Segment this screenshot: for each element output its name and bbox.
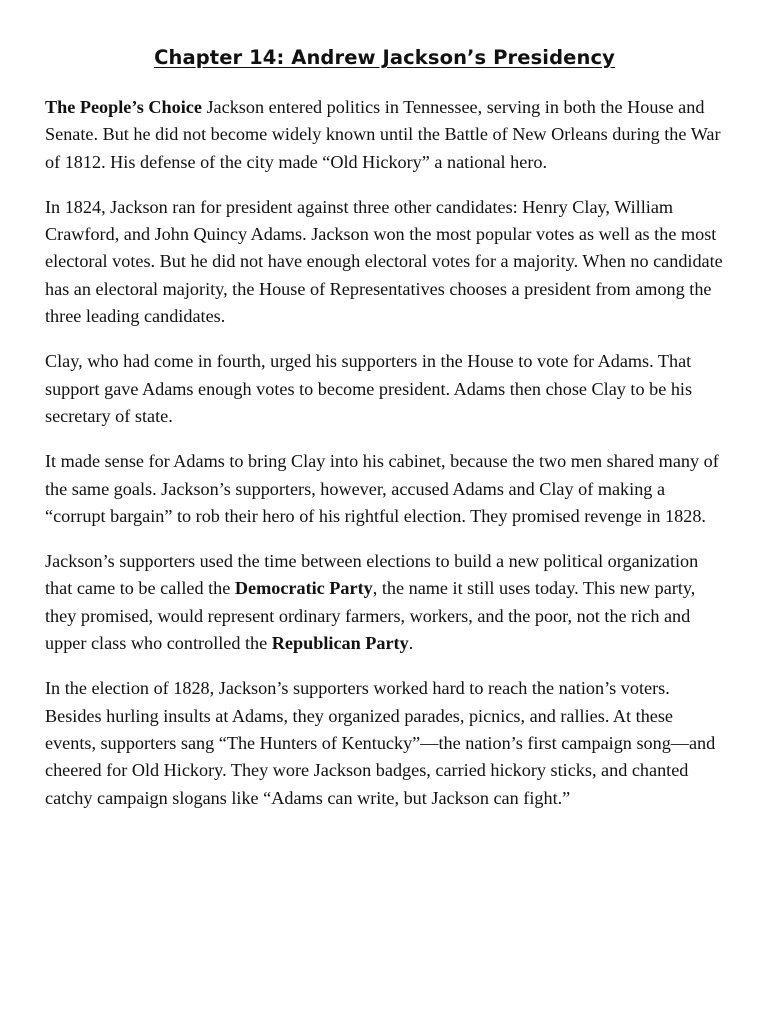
paragraph-election-1828: In the election of 1828, Jackson’s supporters worked hard to reach the nation’s voters. Besides hurling insults at Adams, they organized parades, picnics, and rallies. At these events, supporters sang “The Hunters of Kentucky”—the nation’s first campaign song—and cheered for Old Hickory. They wore Jackson badges, carried hickory sticks, and chanted catchy campaign slogans like “Adams can write, but Jackson can fight.” — [45, 678, 716, 808]
paragraph-corrupt-bargain: It made sense for Adams to bring Clay into his cabinet, because the two men shared many of the same goals. Jackson’s supporters, however, accused Adams and Clay of making a “corrupt bargain” to rob their hero of his rightful election. They promised revenge in 1828. — [45, 451, 719, 526]
term-republican-party: Republican Party — [271, 633, 409, 654]
chapter-title: Chapter 14: Andrew Jackson’s Presidency — [154, 46, 615, 69]
paragraph-text: Jackson entered politics in Tennessee, serving in both the House and Senate. But he did not become widely known until the Battle of New Orleans during the War of 1812. His defense of the city made “Old Hickory” a national hero. — [45, 97, 721, 172]
paragraph-text: Jackson’s supporters used the time between elections to build a new political organization that came to be called the — [45, 551, 699, 599]
paragraph-election-1824: In 1824, Jackson ran for president against three other candidates: Henry Clay, William Crawford, and John Quincy Adams. Jackson won the most popular votes as well as the most electoral votes. But he did not have enough electoral votes for a majority. When no candidate has an electoral majority, the House of Representatives chooses a president from among the three leading candidates. — [45, 196, 723, 327]
paragraph-text: . — [408, 633, 414, 654]
paragraph-democratic-party — [45, 548, 724, 657]
paragraph-text: , the name it still uses today. This new party, they promised, would represent ordinary farmers, workers, and the poor, not the rich and upper class who controlled the — [45, 578, 696, 654]
term-democratic-party: Democratic Party — [234, 578, 373, 599]
paragraph-peoples-choice — [45, 94, 724, 176]
paragraph-clay-support: Clay, who had come in fourth, urged his supporters in the House to vote for Adams. That support gave Adams enough votes to become president. Adams then chose Clay to be his secretary of state. — [45, 351, 693, 426]
section-heading: The People’s Choice — [45, 97, 202, 117]
